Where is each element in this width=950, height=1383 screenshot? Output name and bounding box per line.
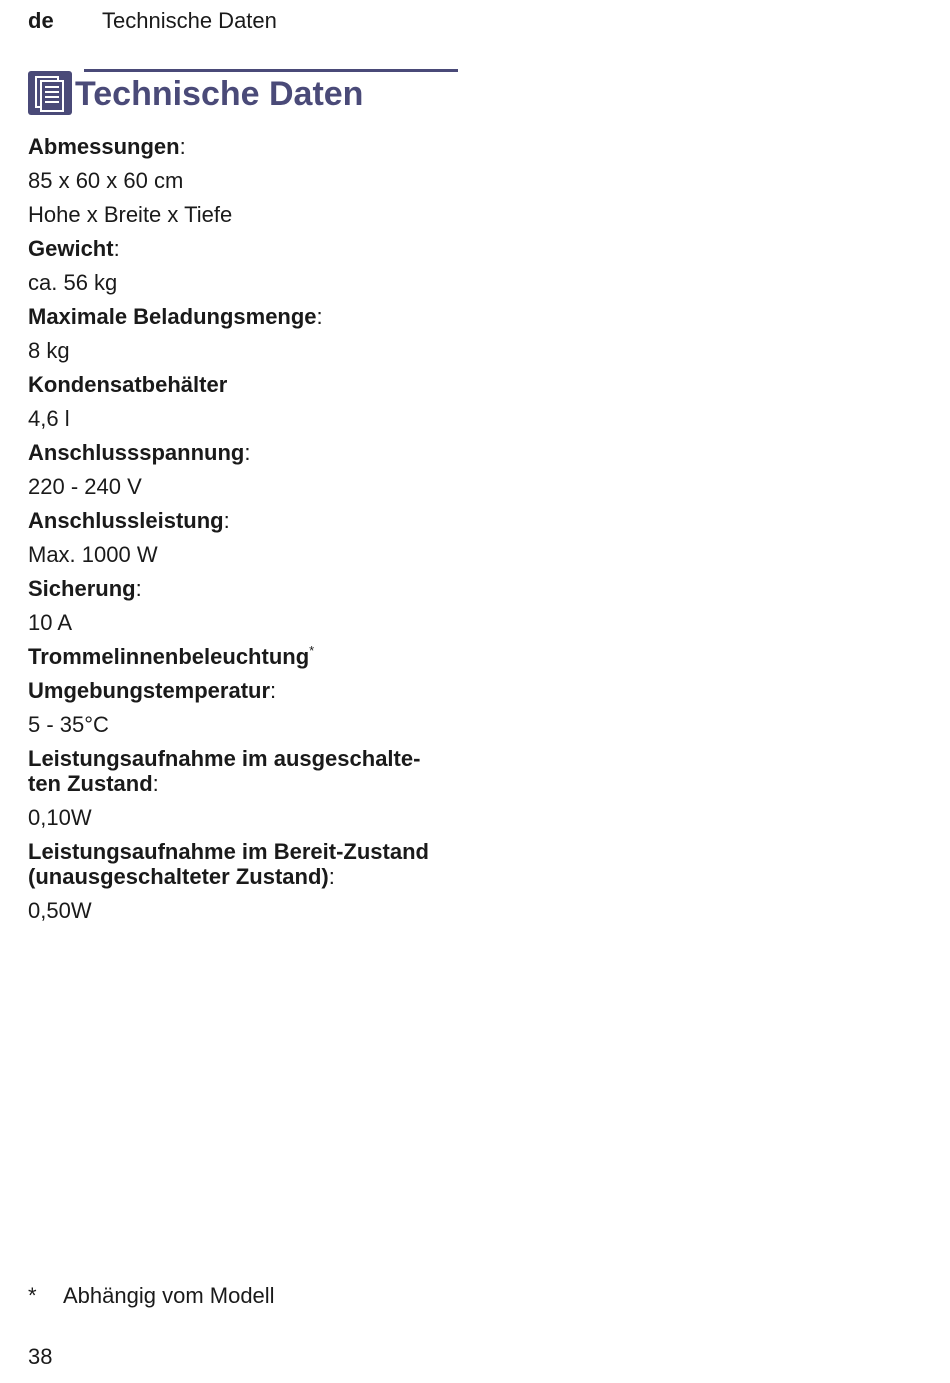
spec-value: 220 - 240 V bbox=[28, 473, 142, 499]
spec-value: ca. 56 kg bbox=[28, 269, 118, 295]
footnote-text: Abhängig vom Modell bbox=[63, 1283, 275, 1308]
spec-label-text: Sicherung bbox=[28, 575, 136, 601]
spec-value: 5 - 35°C bbox=[28, 711, 109, 737]
language-code: de bbox=[28, 8, 54, 33]
spec-label-colon: : bbox=[179, 133, 186, 159]
spec-label-text: Trommelinnenbeleuchtung bbox=[28, 643, 310, 669]
spec-label-colon: : bbox=[223, 507, 230, 533]
spec-label-colon: : bbox=[328, 863, 335, 889]
spec-value: Hohe x Breite x Tiefe bbox=[28, 201, 233, 227]
spec-value: 4,6 l bbox=[28, 405, 70, 431]
spec-label-text: Gewicht bbox=[28, 235, 114, 261]
spec-value: 0,50W bbox=[28, 897, 92, 923]
spec-list bbox=[28, 129, 468, 927]
spec-value: 85 x 60 x 60 cm bbox=[28, 167, 184, 193]
spec-value: 0,10W bbox=[28, 804, 92, 830]
spec-label bbox=[28, 129, 468, 163]
spec-label bbox=[28, 741, 468, 800]
spec-label bbox=[28, 639, 468, 673]
spec-value: 8 kg bbox=[28, 337, 70, 363]
spec-label-text: Anschlussspannung bbox=[28, 439, 245, 465]
spec-label-colon: : bbox=[152, 770, 159, 796]
spec-value: Max. 1000 W bbox=[28, 541, 158, 567]
spec-label-colon: : bbox=[135, 575, 142, 601]
spec-label-text: Kondensatbehälter bbox=[28, 371, 228, 397]
header-section-title: Technische Daten bbox=[102, 8, 277, 33]
spec-label bbox=[28, 435, 468, 469]
spec-label bbox=[28, 571, 468, 605]
spec-label-colon: : bbox=[244, 439, 251, 465]
spec-value: 10 A bbox=[28, 609, 73, 635]
spec-label-text: Maximale Beladungsmenge bbox=[28, 303, 317, 329]
spec-label-text: Leistungsaufnahme im ausgeschalte- bbox=[28, 745, 421, 771]
page-title: Technische Daten bbox=[75, 75, 364, 113]
spec-label-text: Anschlussleistung bbox=[28, 507, 224, 533]
spec-label-text: Abmessungen bbox=[28, 133, 180, 159]
footnote-reference: * bbox=[309, 642, 315, 658]
spec-label bbox=[28, 299, 468, 333]
document-icon bbox=[28, 71, 72, 115]
spec-label bbox=[28, 834, 468, 893]
spec-label-text: Umgebungstemperatur bbox=[28, 677, 271, 703]
title-rule bbox=[84, 69, 458, 72]
spec-label-text: ten Zustand bbox=[28, 770, 153, 796]
spec-label-colon: : bbox=[270, 677, 277, 703]
spec-label-text: Leistungsaufnahme im Bereit-Zustand bbox=[28, 838, 429, 864]
page-number: 38 bbox=[28, 1344, 53, 1369]
spec-label-colon: : bbox=[113, 235, 120, 261]
spec-label bbox=[28, 503, 468, 537]
spec-label-text: (unausgeschalteter Zustand) bbox=[28, 863, 329, 889]
spec-label bbox=[28, 367, 468, 401]
footnote-mark: * bbox=[28, 1283, 37, 1308]
spec-label bbox=[28, 231, 468, 265]
spec-label bbox=[28, 673, 468, 707]
spec-label-colon: : bbox=[316, 303, 323, 329]
